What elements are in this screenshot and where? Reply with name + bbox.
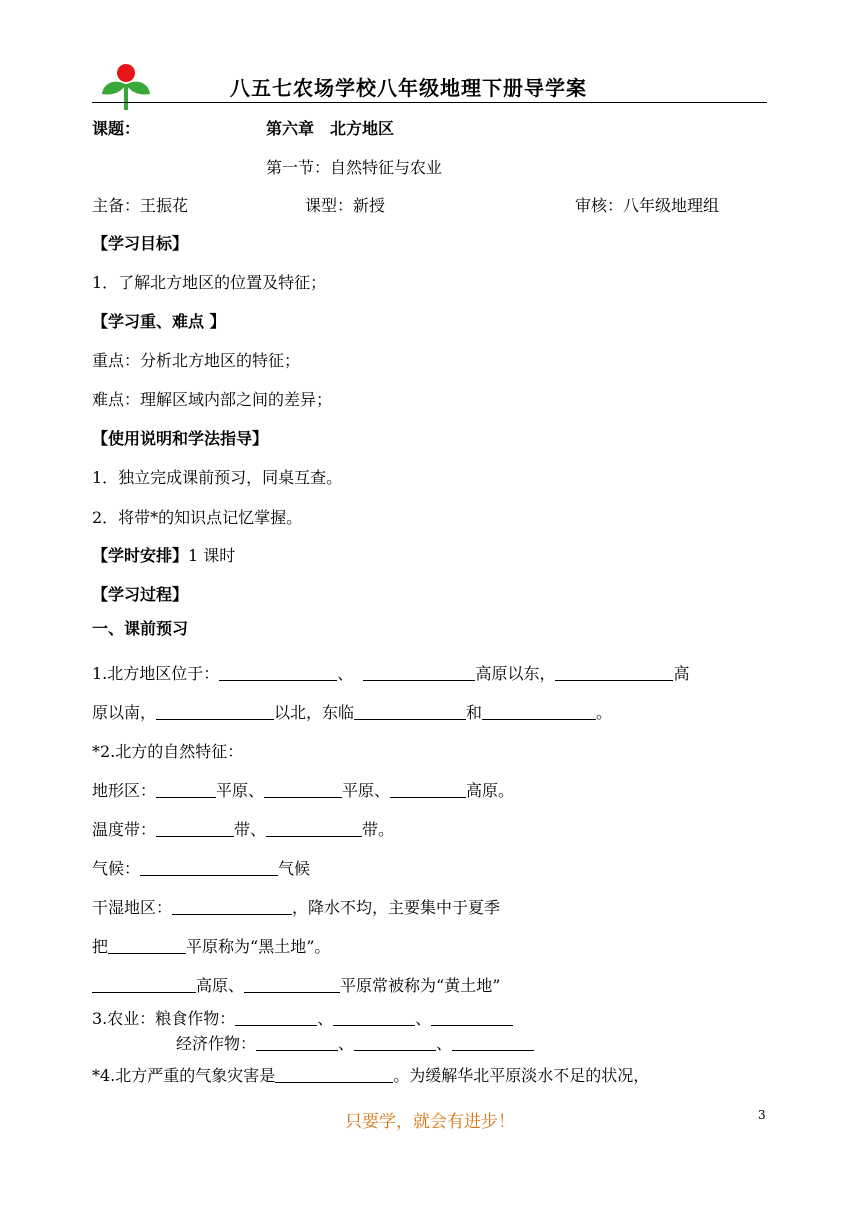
- instruction-item: 1．独立完成课前预习，同桌互查。: [92, 468, 343, 487]
- blank-field[interactable]: [482, 703, 596, 720]
- header-title: 八五七农场学校八年级地理下册导学案: [230, 76, 587, 100]
- instruction-item: 2．将带*的知识点记忆掌握。: [92, 508, 303, 527]
- q4-text: 。为缓解华北平原淡水不足的状况，: [393, 1066, 650, 1085]
- blank-field[interactable]: [354, 703, 466, 720]
- q1-line1: [92, 661, 690, 684]
- blank-field[interactable]: [156, 703, 274, 720]
- q3-text: 3.农业：粮食作物：: [92, 1009, 236, 1028]
- q1-text: 高原以东，: [475, 664, 556, 683]
- q2-text: 平原、: [342, 781, 391, 800]
- q2-heading: *2.北方的自然特征：: [92, 742, 244, 761]
- q3-text: 、: [317, 1009, 334, 1028]
- goal-item: 1．了解北方地区的位置及特征；: [92, 273, 327, 292]
- blank-field[interactable]: [555, 664, 673, 681]
- process-heading: 【学习过程】: [92, 585, 189, 604]
- q2-text: ，降水不均，主要集中于夏季: [292, 898, 501, 917]
- blank-field[interactable]: [244, 976, 340, 993]
- q1-text: 和: [466, 703, 483, 722]
- keypoints-heading: 【学习重、难点 】: [92, 312, 226, 331]
- q2-terrain: [92, 778, 514, 801]
- q2-temperature: [92, 817, 394, 840]
- q1-text: 、: [337, 664, 354, 683]
- topic-label: 课题：: [92, 119, 141, 138]
- blank-field[interactable]: [264, 781, 342, 798]
- q2-text: 高原、: [196, 976, 245, 995]
- q3-cash: [176, 1031, 534, 1054]
- blank-field[interactable]: [431, 1009, 513, 1026]
- q2-text: 把: [92, 937, 109, 956]
- q1-text: 以北，东临: [274, 703, 355, 722]
- q2-text: 气候：: [92, 859, 141, 878]
- header-divider: [92, 102, 767, 103]
- author: 主备：王振花: [92, 196, 189, 215]
- section-title: 第一节：自然特征与农业: [266, 158, 443, 177]
- q1-text: 原以南，: [92, 703, 157, 722]
- schedule-heading: 【学时安排】: [92, 546, 189, 565]
- q2-text: 平原称为“黑土地”。: [186, 937, 331, 956]
- q1-line2: [92, 700, 612, 723]
- blank-field[interactable]: [219, 664, 337, 681]
- q3-text: 、: [338, 1034, 355, 1053]
- q2-text: 高原。: [466, 781, 515, 800]
- q3-text: 、: [415, 1009, 432, 1028]
- lesson-type: 课型：新授: [305, 196, 386, 215]
- q1-text: 1.北方地区位于：: [92, 664, 220, 683]
- q2-text: 地形区：: [92, 781, 157, 800]
- q2-text: 温度带：: [92, 820, 157, 839]
- q2-yellow-soil: [92, 973, 500, 996]
- blank-field[interactable]: [92, 976, 196, 993]
- blank-field[interactable]: [156, 820, 234, 837]
- q2-dry-wet: [92, 895, 500, 918]
- blank-field[interactable]: [235, 1009, 317, 1026]
- q1-text: 高: [673, 664, 690, 683]
- q2-text: 平原常被称为“黄土地”: [340, 976, 501, 995]
- blank-field[interactable]: [156, 781, 216, 798]
- footer-motto: 只要学，就会有进步！: [345, 1112, 515, 1132]
- blank-field[interactable]: [275, 1066, 393, 1083]
- q2-black-soil: [92, 934, 330, 957]
- q4-text: *4.北方严重的气象灾害是: [92, 1066, 276, 1085]
- reviewer: 审核：八年级地理组: [575, 196, 720, 215]
- blank-field[interactable]: [390, 781, 466, 798]
- goals-heading: 【学习目标】: [92, 234, 189, 253]
- blank-field[interactable]: [256, 1034, 338, 1051]
- schedule-value: 1 课时: [188, 546, 236, 565]
- blank-field[interactable]: [140, 859, 278, 876]
- blank-field[interactable]: [266, 820, 362, 837]
- page-number: 3: [758, 1108, 766, 1122]
- blank-field[interactable]: [354, 1034, 436, 1051]
- q3-grain: [92, 1006, 513, 1029]
- q2-text: 带。: [362, 820, 395, 839]
- preview-subheading: 一、课前预习: [92, 619, 189, 638]
- blank-field[interactable]: [363, 664, 475, 681]
- blank-field[interactable]: [333, 1009, 415, 1026]
- key-point: 重点：分析北方地区的特征；: [92, 351, 301, 370]
- difficult-point: 难点：理解区域内部之间的差异；: [92, 390, 333, 409]
- schedule-line: [92, 543, 235, 566]
- q2-text: 带、: [234, 820, 267, 839]
- blank-field[interactable]: [452, 1034, 534, 1051]
- q2-text: 干湿地区：: [92, 898, 173, 917]
- q3-text: 、: [436, 1034, 453, 1053]
- blank-field[interactable]: [172, 898, 292, 915]
- q4-line: [92, 1063, 649, 1086]
- blank-field[interactable]: [108, 937, 186, 954]
- q2-text: 气候: [278, 859, 311, 878]
- q2-text: 平原、: [216, 781, 265, 800]
- q2-climate: [92, 856, 310, 879]
- q1-text: 。: [596, 703, 613, 722]
- instructions-heading: 【使用说明和学法指导】: [92, 429, 269, 448]
- q3-text: 经济作物：: [176, 1034, 257, 1053]
- chapter-title: 第六章 北方地区: [266, 119, 395, 138]
